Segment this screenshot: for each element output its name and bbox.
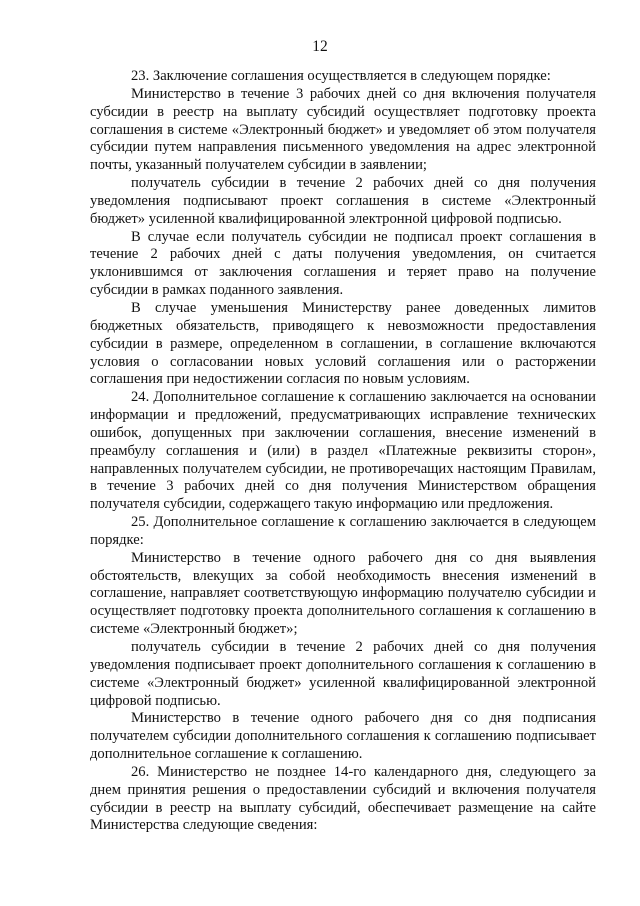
page-number: 12 bbox=[312, 38, 328, 55]
paragraph-clause-24: 24. Дополнительное соглашение к соглашению заключается на основании информации и предложений, предусматривающих исправление технических ошибок, допущенных при заключении соглашения, внесение изменений в преамбулу соглашения и (или) в раздел «Платежные реквизиты сторон», направленных получателем субсидии, не противоречащих настоящим Правилам, в течение 3 рабочих дней со дня получения Министерством обращения получателя субсидии, содержащего такую информацию или предложения. bbox=[90, 389, 596, 513]
paragraph-ministry-notifies-changes: Министерство в течение одного рабочего дня со дня выявления обстоятельств, влекущих за собой необходимость внесения изменений в соглашение, направляет соответствующую информацию получателю субсидии и осуществляет подготовку проекта дополнительного соглашения к соглашению в системе «Электронный бюджет»; bbox=[90, 549, 596, 638]
paragraph-clause-23: 23. Заключение соглашения осуществляется в следующем порядке: bbox=[131, 68, 551, 84]
paragraph-unsigned-agreement: В случае если получатель субсидии не подписал проект соглашения в течение 2 рабочих дней с даты получения уведомления, он считается уклонившимся от заключения соглашения и теряет право на получение субсидии в рамках поданного заявления. bbox=[90, 228, 596, 299]
document-body bbox=[90, 68, 596, 835]
paragraph-limits-reduction: В случае уменьшения Министерству ранее доведенных лимитов бюджетных обязательств, приводящего к невозможности предоставления субсидии в размере, определенном в соглашении, в соглашение включаются условия о согласовании новых условий соглашения или о расторжении соглашения при недостижении согласия по новым условиям. bbox=[90, 299, 596, 388]
paragraph-recipient-signs: получатель субсидии в течение 2 рабочих дней со дня получения уведомления подписывают проект соглашения в системе «Электронный бюджет» усиленной квалифицированной электронной цифровой подписью. bbox=[90, 175, 596, 227]
paragraph-clause-26: 26. Министерство не позднее 14-го календарного дня, следующего за днем принятия решения о предоставлении субсидий и включения получателя субсидии в реестр на выплату субсидий, обеспечивает размещение на сайте Министерства следующие сведения: bbox=[90, 763, 596, 834]
paragraph-clause-25: 25. Дополнительное соглашение к соглашению заключается в следующем порядке: bbox=[90, 514, 596, 548]
paragraph-ministry-signs-additional: Министерство в течение одного рабочего дня со дня подписания получателем субсидии дополнительного соглашения к соглашению подписывает дополнительное соглашение к соглашению. bbox=[90, 710, 596, 763]
paragraph-recipient-signs-additional: получатель субсидии в течение 2 рабочих дней со дня получения уведомления подписывает проект дополнительного соглашения к соглашению в системе «Электронный бюджет» усиленной квалифицированной электронной цифровой подписью. bbox=[90, 639, 596, 709]
paragraph-ministry-prepares-agreement: Министерство в течение 3 рабочих дней со дня включения получателя субсидии в реестр на выплату субсидий осуществляет подготовку проекта соглашения в системе «Электронный бюджет» и уведомляет об этом получателя субсидии путем направления письменного уведомления на адрес электронной почты, указанный получателем субсидии в заявлении; bbox=[90, 85, 596, 174]
